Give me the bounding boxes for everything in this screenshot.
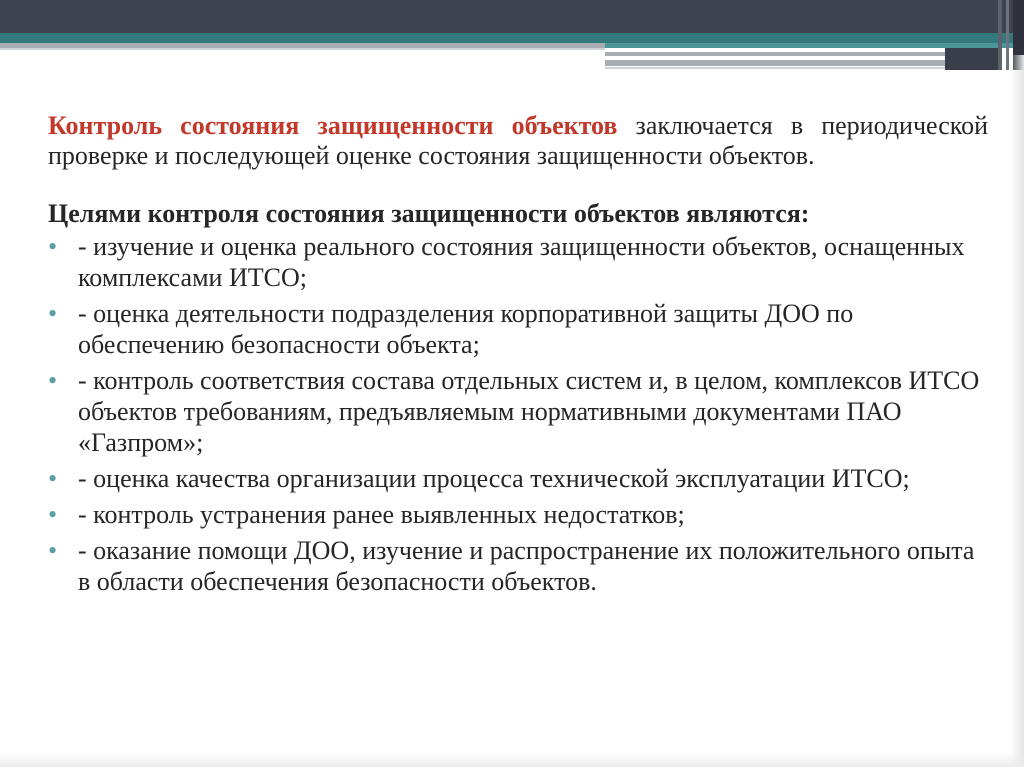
slide-content (48, 111, 988, 602)
bullet-icon: • (48, 500, 58, 529)
bullet-icon: • (48, 299, 58, 328)
header-stripe (0, 48, 605, 50)
goals-heading: Целями контроля состояния защищенности объектов являются: (48, 199, 810, 228)
header-corner-bar (1006, 0, 1009, 70)
list-item (48, 298, 988, 360)
bullet-icon: • (48, 464, 58, 493)
slide-shadow-right (1010, 55, 1024, 767)
list-item (48, 365, 988, 458)
list-item-text: - контроль соответствия состава отдельных систем и, в целом, комплексов ИТСО объектов требованиям, предъявляемым нормативными документами ПАО «Газпром»; (78, 366, 980, 457)
list-item-text: - оказание помощи ДОО, изучение и распространение их положительного опыта в области обеспечения безопасности объектов. (78, 536, 975, 596)
list-item-text: - контроль устранения ранее выявленных недостатков; (78, 500, 685, 529)
bullet-icon: • (48, 366, 58, 395)
header-corner-bar (998, 0, 1002, 70)
header-corner-block (945, 48, 1000, 70)
list-item (48, 535, 988, 597)
header-band (0, 0, 1024, 33)
teal-band (0, 33, 1024, 43)
header-stripe (605, 52, 945, 56)
header-stripe (605, 67, 945, 69)
intro-text: заключается в периодической проверке и последующей оценке состояния защищенности объектов. (48, 111, 988, 170)
list-item-text: - оценка деятельности подразделения корпоративной защиты ДОО по обеспечению безопасности объекта; (78, 299, 854, 359)
list-item (48, 231, 988, 293)
header-stripe (605, 60, 945, 66)
intro-paragraph (48, 111, 988, 171)
list-item (48, 499, 988, 530)
list-item-text: - изучение и оценка реального состояния защищенности объектов, оснащенных комплексами ИТСО; (78, 232, 965, 292)
bullet-icon: • (48, 536, 58, 565)
bullet-icon: • (48, 232, 58, 261)
list-item (48, 463, 988, 494)
intro-highlight: Контроль состояния защищенности объектов (48, 111, 618, 140)
slide-shadow-bottom (0, 752, 1024, 767)
list-item-text: - оценка качества организации процесса технической эксплуатации ИТСО; (78, 464, 910, 493)
